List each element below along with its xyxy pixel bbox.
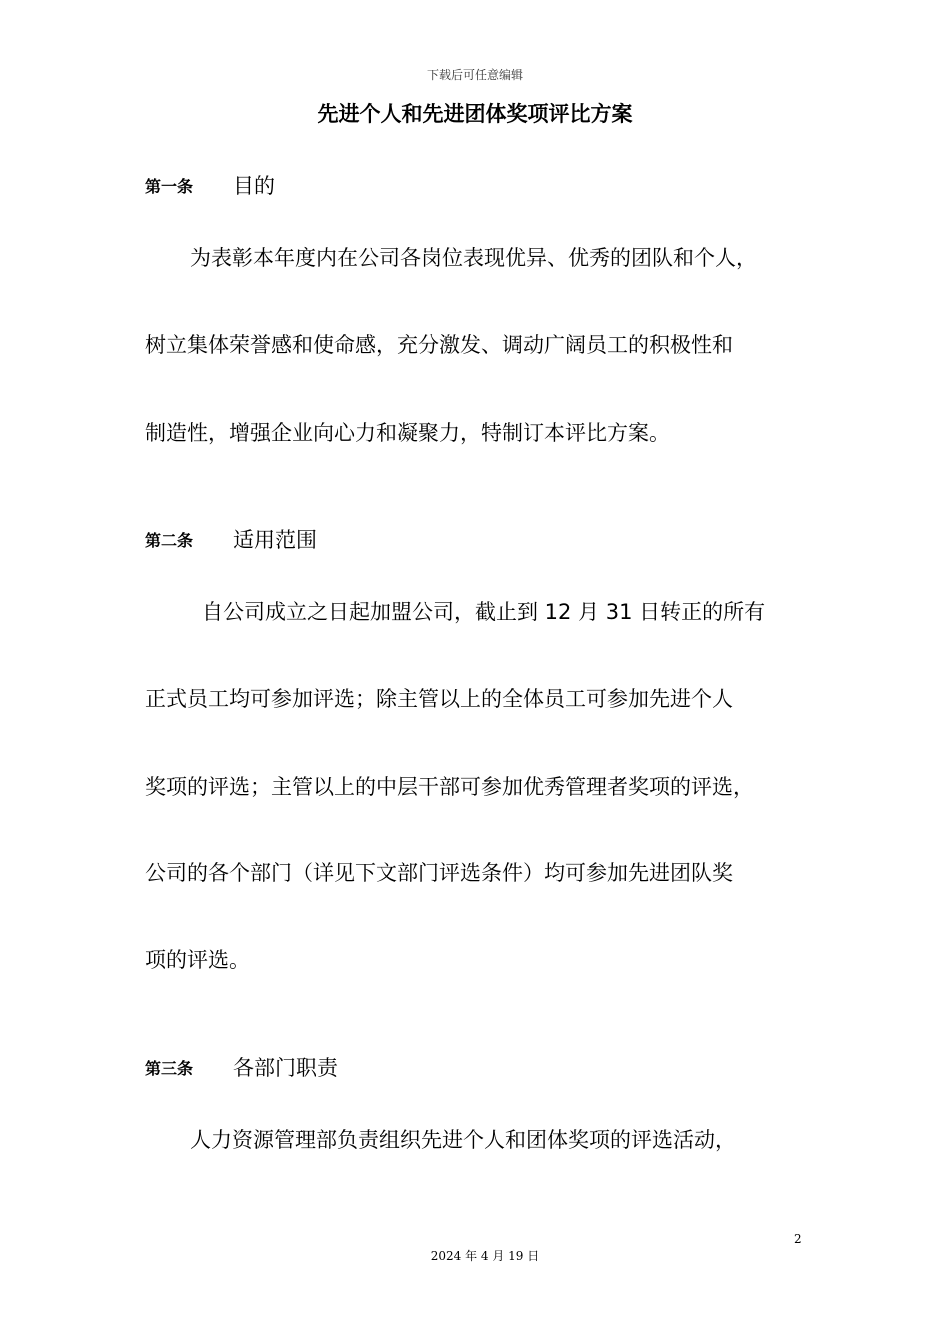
paragraph-line: 正式员工均可参加评选；除主管以上的全体员工可参加先进个人 bbox=[145, 687, 733, 711]
section-3-heading bbox=[145, 1052, 338, 1082]
section-3-title: 各部门职责 bbox=[233, 1056, 338, 1080]
paragraph-line: 为表彰本年度内在公司各岗位表现优异、优秀的团队和个人， bbox=[190, 246, 757, 270]
paragraph-line: 制造性，增强企业向心力和凝聚力，特制订本评比方案。 bbox=[145, 421, 670, 445]
paragraph-line: 自公司成立之日起加盟公司，截止到 12 月 31 日转正的所有 bbox=[202, 600, 766, 624]
footer-date: 2024 年 4 月 19 日 bbox=[430, 1249, 540, 1263]
header-note: 下载后可任意编辑 bbox=[426, 68, 523, 82]
section-2-heading bbox=[145, 524, 317, 554]
section-3-number: 第三条 bbox=[145, 1058, 194, 1078]
paragraph-line: 奖项的评选；主管以上的中层干部可参加优秀管理者奖项的评选， bbox=[145, 775, 754, 799]
document-title: 先进个人和先进团体奖项评比方案 bbox=[317, 102, 633, 126]
section-1-number: 第一条 bbox=[145, 176, 194, 196]
paragraph-line: 项的评选。 bbox=[145, 948, 250, 972]
section-2-number: 第二条 bbox=[145, 530, 194, 550]
page-number: 2 bbox=[794, 1232, 802, 1246]
paragraph-line: 树立集体荣誉感和使命感，充分激发、调动广阔员工的积极性和 bbox=[145, 333, 733, 357]
section-1-title: 目的 bbox=[233, 174, 275, 198]
paragraph-line: 人力资源管理部负责组织先进个人和团体奖项的评选活动， bbox=[190, 1128, 736, 1152]
paragraph-line: 公司的各个部门（详见下文部门评选条件）均可参加先进团队奖 bbox=[145, 861, 733, 885]
section-2-title: 适用范围 bbox=[233, 528, 317, 552]
section-1-heading bbox=[145, 170, 275, 200]
